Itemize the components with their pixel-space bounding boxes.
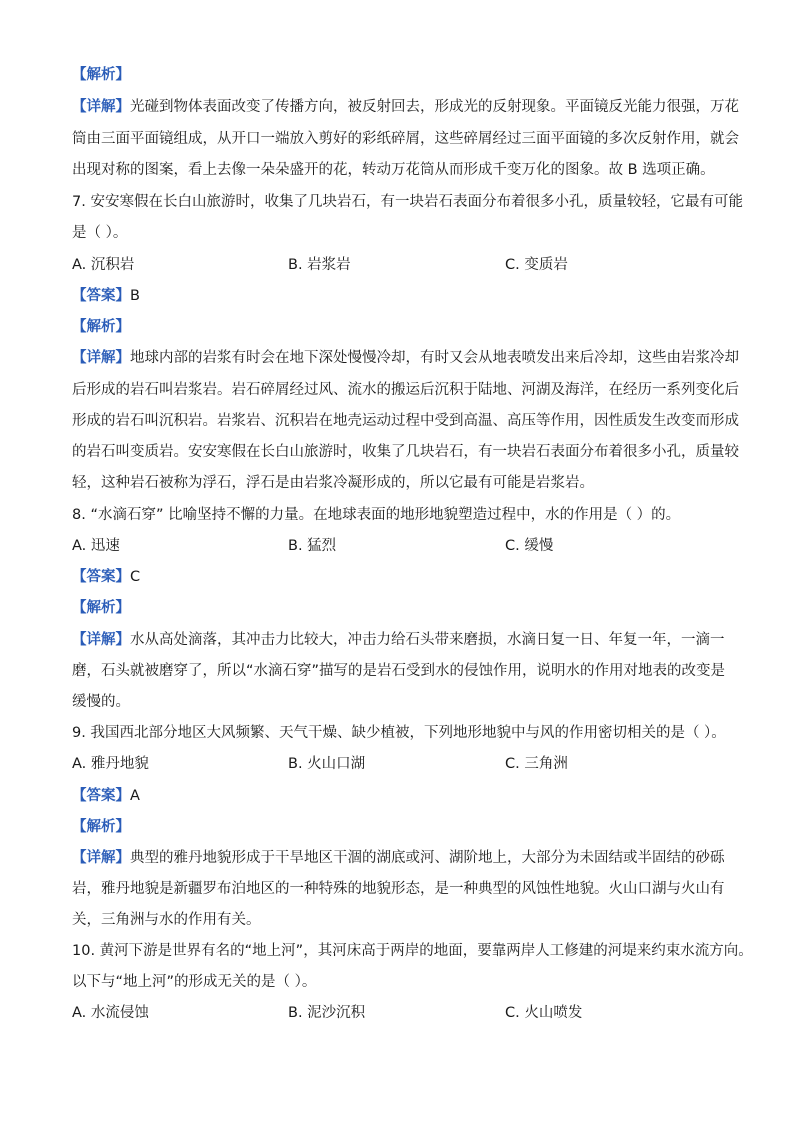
answer-line	[72, 567, 732, 587]
detail-tag: 【详解】	[72, 850, 130, 866]
answer-line	[72, 286, 732, 306]
analysis-heading: 【解析】	[72, 67, 130, 83]
option-a: A. 沉积岩	[72, 257, 135, 273]
option-c: C. 火山喷发	[505, 1005, 583, 1021]
option-b: B. 泥沙沉积	[288, 1005, 366, 1021]
option-a: A. 迅速	[72, 538, 120, 554]
answer-tag: 【答案】	[72, 788, 130, 804]
option-c: C. 变质岩	[505, 257, 568, 273]
option-a: A. 水流侵蚀	[72, 1005, 149, 1021]
detail-line: 【详解】光碰到物体表面改变了传播方向，被反射回去，形成光的反射现象。平面镜反光能力很强，万花	[72, 99, 739, 115]
detail-line: 磨，石头就被磨穿了，所以“水滴石穿”描写的是岩石受到水的侵蚀作用，说明水的作用对地表的改变是	[72, 663, 726, 679]
option-a: A. 雅丹地貌	[72, 756, 149, 772]
answer-tag: 【答案】	[72, 569, 130, 585]
question-stem: 是（ ）。	[72, 225, 128, 241]
detail-line: 形成的岩石叫沉积岩。岩浆岩、沉积岩在地壳运动过程中受到高温、高压等作用，因性质发生改变而形成	[72, 413, 739, 429]
option-c: C. 三角洲	[505, 756, 568, 772]
analysis-heading: 【解析】	[72, 819, 130, 835]
question-stem: 8. “水滴石穿” 比喻坚持不懈的力量。在地球表面的地形地貌塑造过程中，水的作用是（ ）的。	[72, 507, 681, 523]
detail-line: 轻，这种岩石被称为浮石，浮石是由岩浆冷凝形成的，所以它最有可能是岩浆岩。	[72, 475, 594, 491]
analysis-heading: 【解析】	[72, 600, 130, 616]
answer-value: A	[130, 788, 140, 804]
answer-line	[72, 786, 732, 806]
detail-line: 出现对称的图案，看上去像一朵朵盛开的花，转动万花筒从而形成千变万化的图象。故 B 选项正确。	[72, 162, 715, 178]
detail-line: 后形成的岩石叫岩浆岩。岩石碎屑经过风、流水的搬运后沉积于陆地、河湖及海洋，在经历一系列变化后	[72, 382, 739, 398]
question-stem: 9. 我国西北部分地区大风频繁、天气干燥、缺少植被，下列地形地貌中与风的作用密切相关的是（ ）。	[72, 725, 726, 741]
detail-line: 【详解】水从高处滴落，其冲击力比较大，冲击力给石头带来磨损，水滴日复一日、年复一年，一滴一	[72, 632, 725, 648]
question-stem: 10. 黄河下游是世界有名的“地上河”，其河床高于两岸的地面，要靠两岸人工修建的河堤来约束水流方向。	[72, 943, 753, 959]
detail-line: 【详解】地球内部的岩浆有时会在地下深处慢慢冷却，有时又会从地表喷发出来后冷却，这些由岩浆冷却	[72, 350, 739, 366]
option-b: B. 岩浆岩	[288, 257, 351, 273]
detail-tag: 【详解】	[72, 99, 130, 115]
answer-value: C	[130, 569, 141, 585]
detail-line: 【详解】典型的雅丹地貌形成于干旱地区干涸的湖底或河、湖阶地上，大部分为未固结或半固结的砂砾	[72, 850, 725, 866]
detail-line: 的岩石叫变质岩。安安寒假在长白山旅游时，收集了几块岩石，有一块岩石表面分布着很多小孔，质量较	[72, 444, 739, 460]
detail-line: 岩，雅丹地貌是新疆罗布泊地区的一种特殊的地貌形态，是一种典型的风蚀性地貌。火山口湖与火山有	[72, 881, 725, 897]
detail-line: 筒由三面平面镜组成，从开口一端放入剪好的彩纸碎屑，这些碎屑经过三面平面镜的多次反射作用，就会	[72, 131, 739, 147]
option-c: C. 缓慢	[505, 538, 554, 554]
detail-tag: 【详解】	[72, 350, 130, 366]
answer-tag: 【答案】	[72, 288, 130, 304]
option-b: B. 火山口湖	[288, 756, 366, 772]
detail-tag: 【详解】	[72, 632, 130, 648]
detail-line: 缓慢的。	[72, 694, 130, 710]
analysis-heading: 【解析】	[72, 319, 130, 335]
detail-line: 关，三角洲与水的作用有关。	[72, 912, 261, 928]
question-stem: 7. 安安寒假在长白山旅游时，收集了几块岩石，有一块岩石表面分布着很多小孔，质量较轻，它最有可能	[72, 194, 743, 210]
answer-value: B	[130, 288, 140, 304]
question-stem: 以下与“地上河”的形成无关的是（ ）。	[72, 974, 317, 990]
option-b: B. 猛烈	[288, 538, 337, 554]
